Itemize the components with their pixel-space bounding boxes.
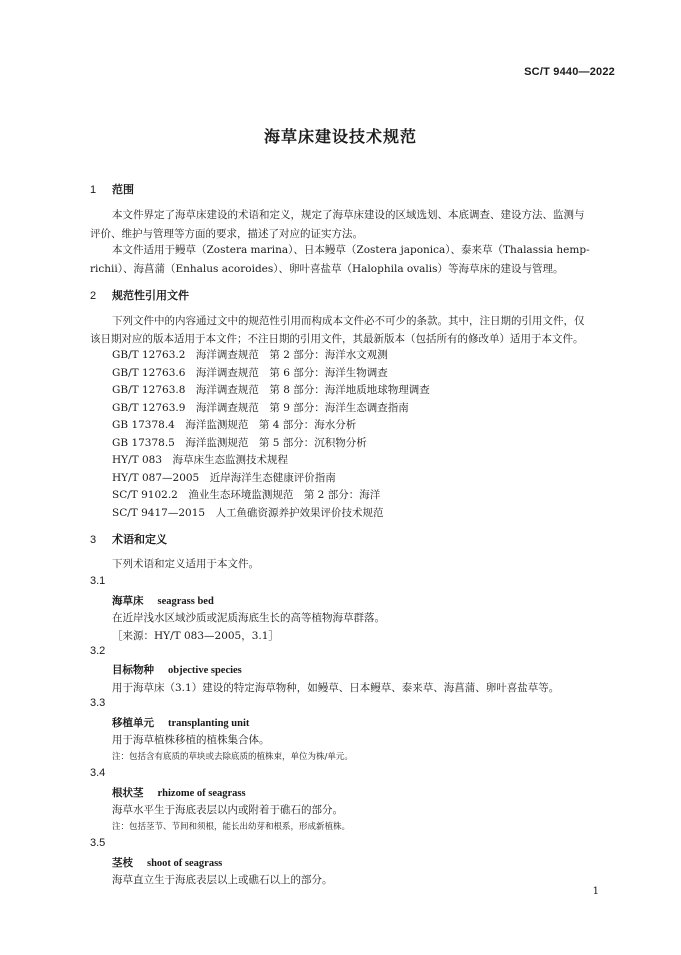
reference-item: GB 17378.5 海洋监测规范 第 5 部分：沉积物分析	[112, 437, 367, 449]
reference-item: GB 17378.4 海洋监测规范 第 4 部分：海水分析	[112, 419, 357, 431]
term-entry	[112, 662, 242, 677]
term-definition: 在近岸浅水区域沙质或泥质海底生长的高等植物海草群落。	[112, 612, 385, 624]
term-source: ［来源：HY/T 083—2005，3.1］	[112, 630, 279, 642]
section-heading-terms	[90, 531, 615, 547]
clause-number: 3.4	[90, 767, 106, 779]
term-entry	[112, 785, 246, 800]
reference-item: GB/T 12763.2 海洋调查规范 第 2 部分：海洋水文观测	[112, 349, 388, 361]
term-zh: 目标物种	[112, 664, 154, 676]
term-zh: 海草床	[112, 595, 144, 607]
scope-paragraph-1-line-2: 评价、维护与管理等方面的要求，描述了对应的证实方法。	[90, 228, 363, 240]
term-note: 注：包括含有底质的草块或去除底质的植株束，单位为株/单元。	[112, 752, 353, 762]
section-heading-normative-references	[90, 287, 615, 303]
term-en: seagrass bed	[157, 596, 214, 607]
term-definition: 用于海草植株移植的植株集合体。	[112, 734, 270, 746]
scope-paragraph-2-line-1: 本文件适用于鳗草（Zostera marina）、日本鳗草（Zostera japonica）、泰来草（Thalassia hemp-	[112, 244, 590, 256]
term-note: 注：包括茎节、节间和须根，能长出幼芽和根系，形成新植株。	[112, 822, 351, 832]
reference-item: GB/T 12763.8 海洋调查规范 第 8 部分：海洋地质地球物理调查	[112, 384, 430, 396]
clause-number: 3.1	[90, 575, 106, 587]
reference-item: SC/T 9417—2015 人工鱼礁资源养护效果评价技术规范	[112, 507, 384, 519]
clause-number: 3.3	[90, 697, 106, 709]
scope-paragraph-2-line-2: richii）、海菖蒲（Enhalus acoroides）、卵叶喜盐草（Halophila ovalis）等海草床的建设与管理。	[90, 263, 564, 275]
reference-item: GB/T 12763.6 海洋调查规范 第 6 部分：海洋生物调查	[112, 367, 388, 379]
term-en: rhizome of seagrass	[157, 788, 246, 799]
term-en: objective species	[168, 665, 242, 676]
reference-item: HY/T 087—2005 近岸海洋生态健康评价指南	[112, 472, 336, 484]
section-number: 1	[90, 184, 97, 196]
clause-number: 3.2	[90, 645, 106, 657]
term-en: shoot of seagrass	[147, 858, 223, 869]
standard-code: SC/T 9440—2022	[524, 66, 615, 78]
term-zh: 茎枝	[112, 857, 133, 869]
term-definition: 用于海草床（3.1）建设的特定海草物种，如鳗草、日本鳗草、泰来草、海菖蒲、卵叶喜盐草等。	[112, 682, 560, 694]
term-entry	[112, 593, 214, 608]
term-entry	[112, 715, 249, 730]
section-title: 范围	[112, 183, 134, 196]
term-zh: 根状茎	[112, 787, 144, 799]
term-definition: 海草直立生于海底表层以上或礁石以上的部分。	[112, 874, 333, 886]
clause-number: 3.5	[90, 837, 106, 849]
reference-item: SC/T 9102.2 渔业生态环境监测规范 第 2 部分：海洋	[112, 489, 381, 501]
document-title: 海草床建设技术规范	[263, 127, 417, 146]
page-number: 1	[592, 886, 599, 897]
term-definition: 海草水平生于海底表层以内或附着于礁石的部分。	[112, 804, 343, 816]
section-number: 3	[90, 534, 97, 546]
terms-intro: 下列术语和定义适用于本文件。	[112, 558, 259, 570]
reference-item: HY/T 083 海草床生态监测技术规程	[112, 454, 289, 466]
section-title: 术语和定义	[112, 533, 167, 546]
section-number: 2	[90, 290, 97, 302]
section-title: 规范性引用文件	[112, 289, 189, 302]
reference-item: GB/T 12763.9 海洋调查规范 第 9 部分：海洋生态调查指南	[112, 402, 409, 414]
normative-intro-line-2: 该日期对应的版本适用于本文件；不注日期的引用文件，其最新版本（包括所有的修改单）适用于本文件。	[90, 333, 584, 345]
term-zh: 移植单元	[112, 717, 154, 729]
scope-paragraph-1-line-1: 本文件界定了海草床建设的术语和定义，规定了海草床建设的区域选划、本底调查、建设方法、监测与	[112, 209, 585, 221]
term-en: transplanting unit	[168, 718, 250, 729]
section-heading-scope	[90, 181, 615, 197]
term-entry	[112, 855, 222, 870]
normative-intro-line-1: 下列文件中的内容通过文中的规范性引用而构成本文件必不可少的条款。其中，注日期的引用文件，仅	[112, 315, 585, 327]
